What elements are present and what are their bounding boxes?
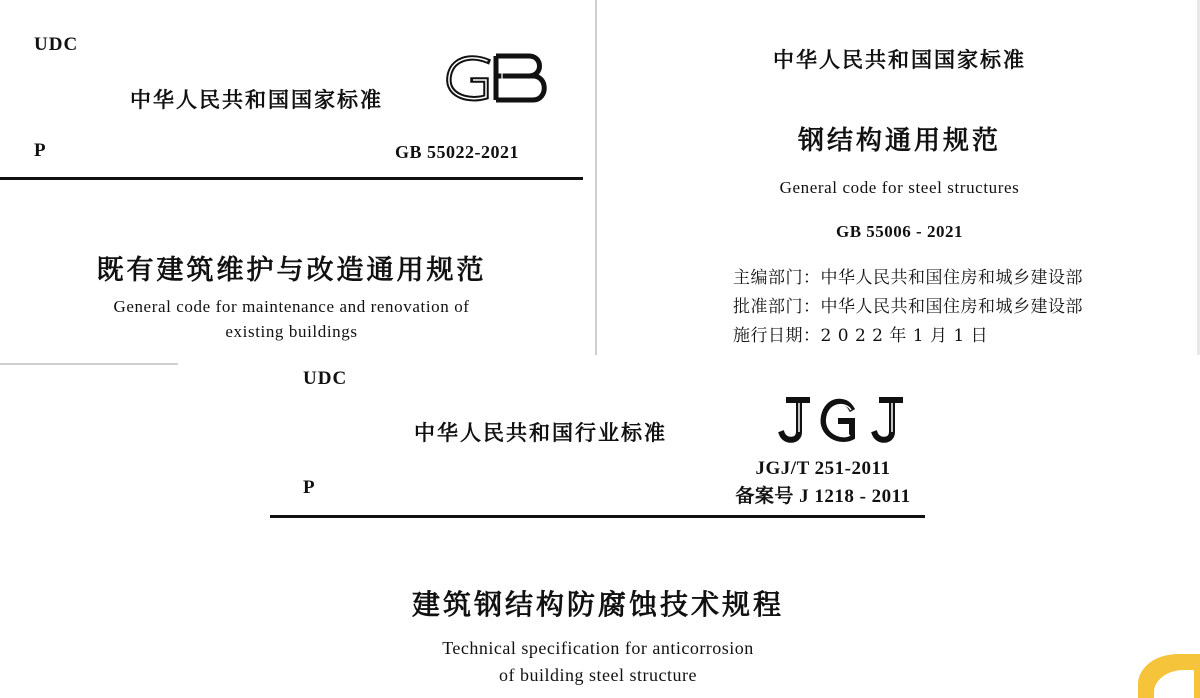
industry-standard-heading: 中华人民共和国行业标准: [414, 420, 667, 445]
national-standard-heading: 中华人民共和国国家标准: [773, 47, 1026, 72]
horizontal-rule: [270, 515, 925, 518]
standard-code-number: GB 55006 - 2021: [836, 222, 963, 241]
document-title-en: [0, 294, 583, 344]
gb-logo-icon: [440, 50, 555, 105]
code-number-line-2: 备案号 J 1218 - 2011: [735, 486, 911, 507]
metadata-line-chief-department: 主编部门：中华人民共和国住房和城乡建设部: [733, 268, 1083, 288]
document-gb-55006: [599, 0, 1200, 365]
udc-label: UDC: [303, 368, 348, 389]
standard-code-number: GB 55022-2021: [395, 142, 520, 162]
document-title-cn: 既有建筑维护与改造通用规范: [96, 255, 487, 286]
title-en-line-2: of building steel structure: [499, 665, 697, 685]
jgj-logo-icon: [776, 393, 906, 449]
document-title-cn: 建筑钢结构防腐蚀技术规程: [411, 588, 784, 621]
horizontal-rule: [0, 177, 583, 180]
document-title-cn: 钢结构通用规范: [797, 126, 1001, 156]
metadata-line-approval-department: 批准部门：中华人民共和国住房和城乡建设部: [733, 297, 1083, 317]
national-standard-heading: 中华人民共和国国家标准: [130, 87, 383, 112]
page-corner-artifact-inner: [1154, 670, 1194, 698]
udc-label: UDC: [34, 34, 79, 55]
document-jgj-t-251: [178, 355, 1200, 698]
document-title-en: [178, 635, 1018, 689]
document-metadata: [733, 264, 1083, 351]
p-classification-label: P: [34, 140, 46, 161]
metadata-line-effective-date: 施行日期：2 0 2 2 年 1 月 1 日: [733, 326, 989, 346]
document-title-en: General code for steel structures: [779, 178, 1020, 197]
standard-code-number: [698, 455, 948, 511]
title-en-line-1: General code for maintenance and renovation of: [113, 297, 470, 316]
code-number-line-1: JGJ/T 251-2011: [755, 458, 891, 479]
title-en-line-2: existing buildings: [225, 322, 358, 341]
document-gb-55022: [0, 0, 597, 365]
p-classification-label: P: [303, 477, 315, 498]
title-en-line-1: Technical specification for anticorrosion: [442, 638, 754, 658]
